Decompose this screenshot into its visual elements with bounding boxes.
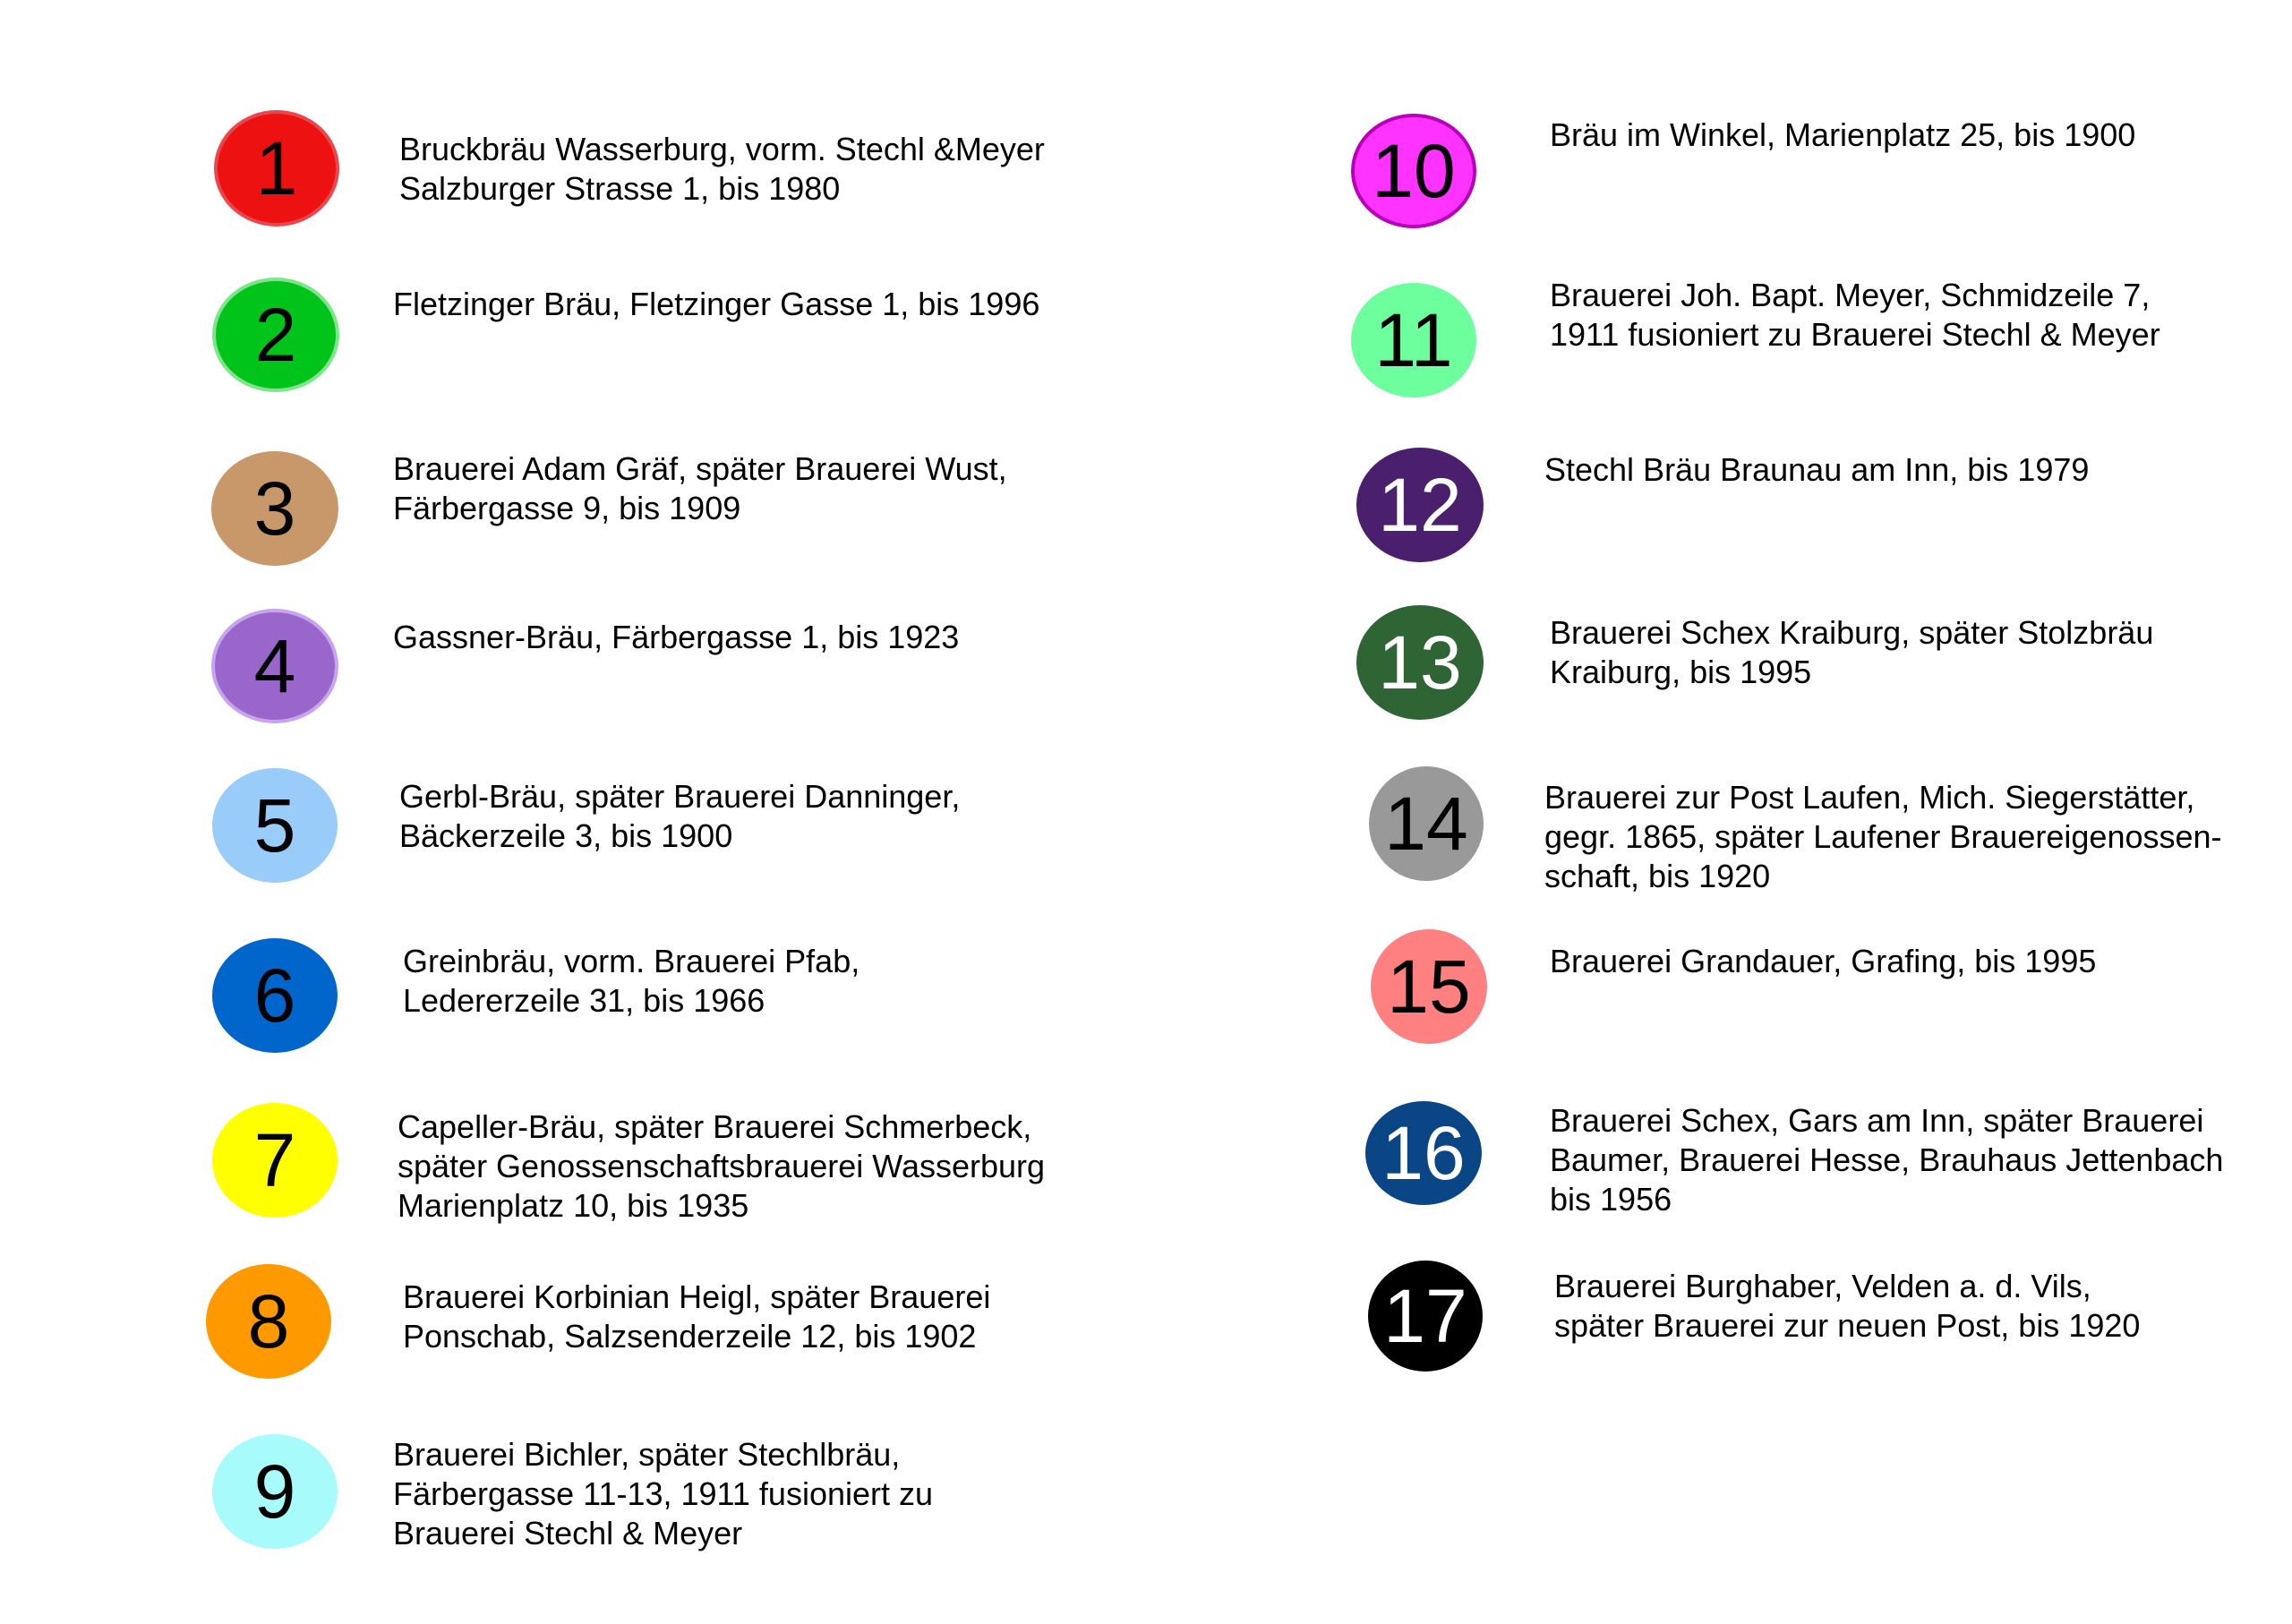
description-line: Brauerei zur Post Laufen, Mich. Siegerstätter, xyxy=(1544,779,2195,816)
number-badge: 1 xyxy=(214,110,339,227)
description-line: Fletzinger Bräu, Fletzinger Gasse 1, bis 1996 xyxy=(393,286,1040,322)
description-line: Ponschab, Salzsenderzeile 12, bis 1902 xyxy=(403,1318,977,1355)
number-badge: 4 xyxy=(211,609,338,723)
description-line: Bruckbräu Wasserburg, vorm. Stechl &Meyer xyxy=(399,131,1045,167)
number-badge: 2 xyxy=(212,278,339,392)
description-line: Brauerei Burghaber, Velden a. d. Vils, xyxy=(1554,1268,2091,1304)
number-badge: 9 xyxy=(212,1434,338,1549)
number-badge: 17 xyxy=(1368,1261,1483,1372)
entry-description xyxy=(1550,613,2153,692)
entry-description xyxy=(399,777,960,856)
description-line: später Genossenschaftsbrauerei Wasserburg xyxy=(398,1148,1046,1184)
description-line: gegr. 1865, später Laufener Brauereigenossen- xyxy=(1544,818,2222,855)
entry-description xyxy=(1550,276,2160,355)
entry-description xyxy=(1554,1267,2140,1346)
entry-description xyxy=(398,1107,1045,1226)
number-badge: 13 xyxy=(1356,605,1484,720)
description-line: Gerbl-Bräu, später Brauerei Danninger, xyxy=(399,778,961,815)
description-line: Salzburger Strasse 1, bis 1980 xyxy=(399,170,841,207)
number-badge: 10 xyxy=(1351,114,1476,228)
description-line: 1911 fusioniert zu Brauerei Stechl & Meyer xyxy=(1550,316,2160,353)
description-line: Brauerei Grandauer, Grafing, bis 1995 xyxy=(1550,943,2097,979)
number-badge: 3 xyxy=(211,451,338,566)
number-badge: 15 xyxy=(1371,929,1487,1044)
entry-description xyxy=(393,449,1007,528)
entry-description xyxy=(393,618,959,657)
description-line: Färbergasse 9, bis 1909 xyxy=(393,490,741,526)
description-line: Greinbräu, vorm. Brauerei Pfab, xyxy=(403,943,860,979)
number-badge: 12 xyxy=(1356,448,1484,562)
description-line: Gassner-Bräu, Färbergasse 1, bis 1923 xyxy=(393,619,960,655)
entry-description xyxy=(1550,115,2135,155)
entry-description xyxy=(1550,1101,2223,1219)
description-line: Brauerei Joh. Bapt. Meyer, Schmidzeile 7, xyxy=(1550,277,2151,313)
description-line: Stechl Bräu Braunau am Inn, bis 1979 xyxy=(1544,451,2090,488)
description-line: Brauerei Stechl & Meyer xyxy=(393,1515,743,1551)
entry-description xyxy=(1544,778,2222,896)
description-line: Brauerei Schex, Gars am Inn, später Brauerei xyxy=(1550,1102,2204,1139)
number-badge: 16 xyxy=(1365,1101,1482,1205)
description-line: Bäckerzeile 3, bis 1900 xyxy=(399,817,733,854)
number-badge: 11 xyxy=(1351,283,1476,397)
entry-description xyxy=(403,1278,990,1356)
description-line: Brauerei Korbinian Heigl, später Brauerei xyxy=(403,1278,991,1315)
description-line: Brauerei Adam Gräf, später Brauerei Wust, xyxy=(393,450,1007,487)
description-line: Marienplatz 10, bis 1935 xyxy=(398,1187,749,1224)
number-badge: 14 xyxy=(1369,766,1484,881)
number-badge: 5 xyxy=(212,768,338,883)
entry-description xyxy=(1544,450,2089,490)
entry-description xyxy=(393,1435,933,1553)
number-badge: 6 xyxy=(212,938,338,1053)
description-line: später Brauerei zur neuen Post, bis 1920 xyxy=(1554,1307,2141,1344)
entry-description xyxy=(403,942,860,1021)
description-line: Capeller-Bräu, später Brauerei Schmerbeck, xyxy=(398,1108,1032,1145)
number-badge: 7 xyxy=(212,1103,338,1218)
description-line: schaft, bis 1920 xyxy=(1544,858,1771,894)
entry-description xyxy=(1550,942,2096,981)
description-line: Ledererzeile 31, bis 1966 xyxy=(403,982,765,1019)
description-line: Baumer, Brauerei Hesse, Brauhaus Jettenbach xyxy=(1550,1141,2224,1178)
description-line: Färbergasse 11-13, 1911 fusioniert zu xyxy=(393,1475,934,1512)
description-line: Bräu im Winkel, Marienplatz 25, bis 1900 xyxy=(1550,116,2136,153)
entry-description xyxy=(393,285,1039,324)
entry-description xyxy=(399,130,1045,209)
number-badge: 8 xyxy=(206,1264,331,1379)
description-line: bis 1956 xyxy=(1550,1181,1672,1218)
description-line: Brauerei Schex Kraiburg, später Stolzbräu xyxy=(1550,614,2154,651)
description-line: Kraiburg, bis 1995 xyxy=(1550,654,1812,690)
description-line: Brauerei Bichler, später Stechlbräu, xyxy=(393,1436,901,1473)
